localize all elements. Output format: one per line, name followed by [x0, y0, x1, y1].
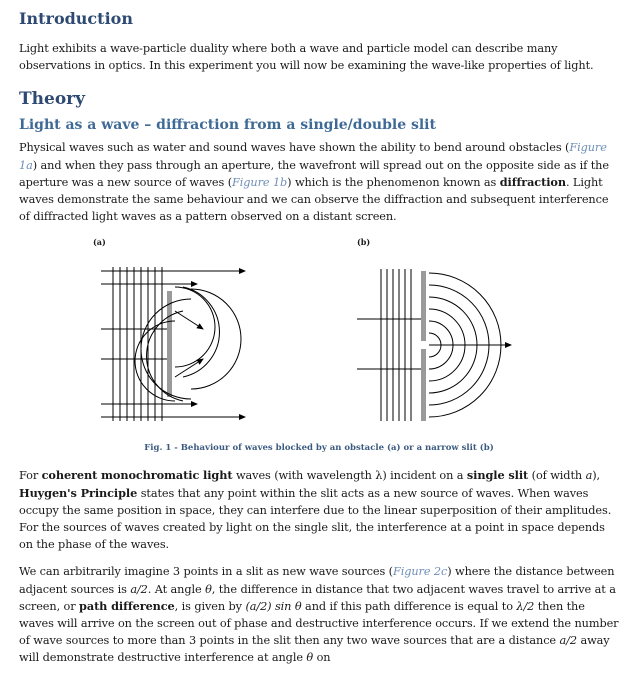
figure-caption: Fig. 1 - Behaviour of waves blocked by an obstacle (a) or a narrow slit (b) [144, 443, 494, 454]
theory-heading: Theory [19, 89, 85, 110]
theory-subheading: Light as a wave – diffraction from a single/double slit [19, 117, 436, 134]
figure-1b-ref[interactable]: Figure 1b [232, 175, 288, 189]
figure-label-b: (b) [357, 237, 371, 248]
figure-1 [19, 235, 619, 467]
path-difference-paragraph: We can arbitrarily imagine 3 points in a slit as new wave sources (Figure 2c) where the distance between adjacent sources is a/2. At angle θ, the difference in distance that two adjacent waves travel to arrive at a screen, or path difference, is given by (a/2) sin θ and if this path difference is equal to λ/2 then the waves will arrive on the screen out of phase and destructive interference occurs. If we extend the number of wave sources to more than 3 points in the slit then any two wave sources that are a distance a/2 away will demonstrate destructive interference at angle θ on [19, 565, 619, 665]
introduction-paragraph: Light exhibits a wave-particle duality where both a wave and particle model can describe many observations in optics. In this experiment you will now be examining the wave-like properties of light. [19, 42, 594, 73]
slit-diffraction-diagram [349, 249, 519, 449]
figure-1a-ref[interactable]: Figure 1a [19, 141, 607, 172]
introduction-heading: Introduction [19, 9, 133, 28]
figure-2c-ref[interactable]: Figure 2c [393, 565, 448, 579]
diffraction-paragraph: Physical waves such as water and sound waves have shown the ability to bend around obstacles (Figure 1a) and when they pass through an aperture, the wavefront will spread out on the opposite side as if the aperture was a new source of waves (Figure 1b) which is the phenomenon known as diffraction. Light waves demonstrate the same behaviour and we can observe the diffraction and subsequent interference of diffracted light waves as a pattern observed on a distant screen. [19, 141, 609, 224]
obstacle-diffraction-diagram [99, 249, 249, 449]
figure-label-a: (a) [93, 237, 106, 248]
single-slit-paragraph: For coherent monochromatic light waves (with wavelength λ) incident on a single slit (of width a), Huygen's Principle states that any point within the slit acts as a new source of waves. When waves occupy the same position in space, they can interfere due to the linear superposition of their amplitudes. For the sources of waves created by light on the single slit, the interference at a point in space depends on the phase of the waves. [19, 468, 612, 552]
document-page [19, 8, 619, 667]
